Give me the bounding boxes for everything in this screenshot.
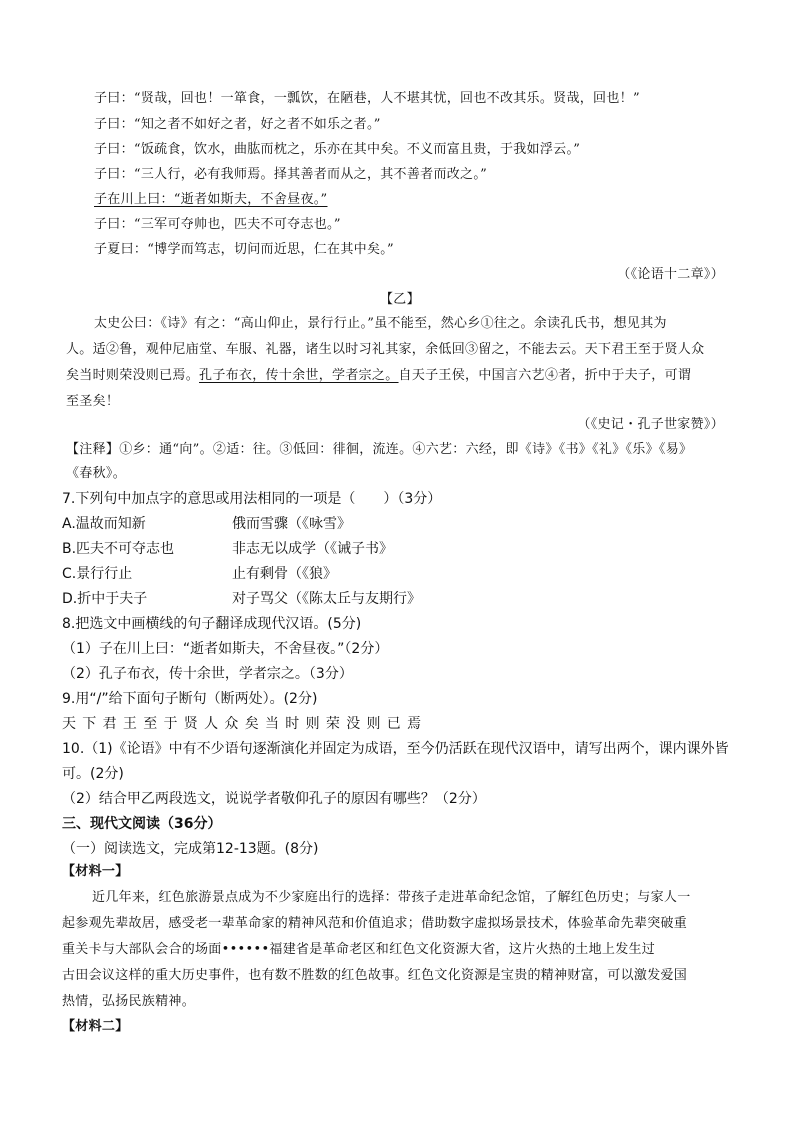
yi-line-4: 至圣矣！ xyxy=(66,394,120,409)
q7-stem: 7.下列句中加点字的意思或用法相同的一项是（ ）（3分） xyxy=(62,491,442,507)
material-1-heading: 【材料一】 xyxy=(62,864,129,879)
section-3-subtitle: （一）阅读选文，完成第12-13题。(8分) xyxy=(62,841,319,857)
q9-sentence: 天下君王至于贤人众矣当时则荣没则已焉 xyxy=(62,716,428,732)
q7-option-b-left: B.匹夫不可夺志也 xyxy=(62,541,175,557)
jia-line-3: 子曰：“饭疏食，饮水，曲肱而枕之，乐亦在其中矣。不义而富且贵，于我如浮云。” xyxy=(94,142,581,157)
yi-line-3-end: 自天子王侯，中国言六艺④者，折中于夫子，可谓 xyxy=(398,368,692,383)
q7-option-c-left: C.景行行止 xyxy=(62,566,133,582)
yi-line-1: 太史公曰：《诗》有之：“高山仰止，景行行止。”虽不能至，然心乡①往之。余读孔氏书，想见其为 xyxy=(94,316,667,331)
material-1-line-5: 热情，弘扬民族精神。 xyxy=(62,994,196,1009)
yi-line-3-start: 矣当时则荣没则已焉。 xyxy=(66,368,200,383)
jia-line-5-underlined: 子在川上曰：“逝者如斯夫，不舍昼夜。” xyxy=(94,192,328,207)
q7-option-b-right: 非志无以成学（《诫子书》 xyxy=(232,541,393,557)
jia-line-2: 子曰：“知之者不如好之者，好之者不如乐之者。” xyxy=(94,117,381,132)
yi-line-2: 人。适②鲁，观仲尼庙堂、车服、礼器，诸生以时习礼其家，余低回③留之，不能去云。天下君王至于贤人众 xyxy=(66,342,705,357)
jia-source: （《论语十二章》） xyxy=(617,267,724,282)
q7-option-a-left: A.温故而知新 xyxy=(62,516,146,532)
yi-line-3 xyxy=(66,366,691,386)
q10-line-2: 可。(2分) xyxy=(62,766,124,782)
jia-line-4: 子曰：“三人行，必有我师焉。择其善者而从之，其不善者而改之。” xyxy=(94,167,488,182)
q7-option-a-right: 俄而雪骤（《咏雪》 xyxy=(232,516,351,532)
q10-line-3: （2）结合甲乙两段选文，说说学者敬仰孔子的原因有哪些？（2分） xyxy=(62,791,486,807)
yi-source: （《史记・孔子世家赞》） xyxy=(577,417,724,432)
material-2-heading: 【材料二】 xyxy=(62,1019,129,1034)
q7-option-d-left: D.折中于夫子 xyxy=(62,591,148,607)
yi-heading: 【乙】 xyxy=(380,292,420,307)
q9-stem: 9.用“/”给下面句子断句（断两处）。(2分) xyxy=(62,691,318,707)
q7-option-d-right: 对子骂父（《陈太丘与友期行》 xyxy=(232,591,421,607)
yi-underlined-sentence: 孔子布衣，传十余世，学者宗之。 xyxy=(199,368,399,383)
material-1-line-2: 起参观先辈故居，感受老一辈革命家的精神风范和价值追求；借助数字虚拟场景技术，体验革命先辈突破重 xyxy=(62,916,688,931)
jia-line-6: 子曰：“三军可夺帅也，匹夫不可夺志也。” xyxy=(94,217,341,232)
q10-line-1: 10.（1)《论语》中有不少语句逐渐演化并固定为成语，至今仍活跃在现代汉语中，请写出两个，课内课外皆 xyxy=(62,741,729,757)
q8-item-1: （1）子在川上曰：“逝者如斯夫，不舍昼夜。”（2分） xyxy=(62,641,389,657)
notes-line-2: 《春秋》。 xyxy=(66,466,127,481)
q8-stem: 8.把选文中画横线的句子翻译成现代汉语。(5分) xyxy=(62,616,362,632)
section-3-title: 三、现代文阅读（36分） xyxy=(62,816,222,832)
material-1-line-1: 近几年来，红色旅游景点成为不少家庭出行的选择：带孩子走进革命纪念馆，了解红色历史；与家人一 xyxy=(92,890,691,905)
material-1-line-3: 重关卡与大部队会合的场面••••••福建省是革命老区和红色文化资源大省，这片火热的土地上发生过 xyxy=(62,942,656,957)
material-1-line-4: 古田会议这样的重大历史事件，也有数不胜数的红色故事。红色文化资源是宝贵的精神财富，可以激发爱国 xyxy=(62,968,688,983)
jia-line-1: 子曰：“贤哉，回也！一箪食，一瓢饮，在陋巷，人不堪其忧，回也不改其乐。贤哉，回也！” xyxy=(94,91,640,106)
jia-line-7: 子夏曰：“博学而笃志，切问而近思，仁在其中矣。” xyxy=(94,242,394,257)
notes-line-1: 【注释】①乡：通“向”。②适：往。③低回：徘徊，流连。④六艺：六经，即《诗》《书》《礼》《乐》《易》 xyxy=(66,442,693,457)
q8-item-2: （2）孔子布衣，传十余世，学者宗之。（3分） xyxy=(62,666,353,682)
q7-option-c-right: 止有剩骨（《狼》 xyxy=(232,566,337,582)
